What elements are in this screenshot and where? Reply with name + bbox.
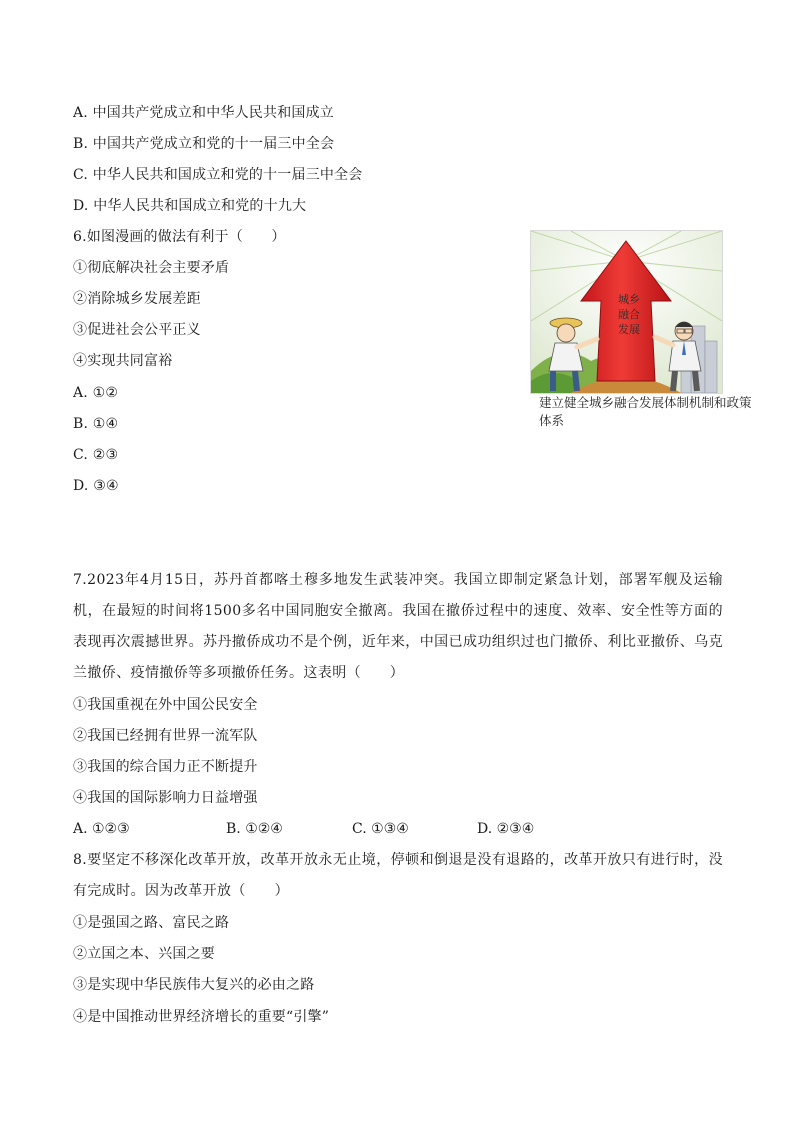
q5-option-c: C. 中华人民共和国成立和党的十一届三中全会 [73, 167, 363, 183]
q7-statement-2: ②我国已经拥有世界一流军队 [73, 728, 258, 744]
q8-statement-1: ①是强国之路、富民之路 [73, 915, 230, 931]
q7-statement-4: ④我国的国际影响力日益增强 [73, 790, 258, 806]
q7-option-d: D. ②③④ [477, 821, 535, 837]
q7-stem: 7.2023年4月15日，苏丹首都喀土穆多地发生武装冲突。我国立即制定紧急计划，部署军舰及运输机，在最短的时间将1500多名中国同胞安全撤离。我国在撤侨过程中的速度、效率、安全性等方面的表现再次震撼世界。苏丹撤侨成功不是个例，近年来，中国已成功组织过也门撤侨、利比亚撤侨、乌克兰撤侨、疫情撤侨等多项撤侨任务。这表明（ ） [73, 572, 723, 681]
q5-option-a: A. 中国共产党成立和中华人民共和国成立 [73, 105, 335, 121]
q7-option-c: C. ①③④ [352, 821, 409, 837]
q5-option-b: B. 中国共产党成立和党的十一届三中全会 [73, 136, 335, 152]
arrow-text-2: 融合 [618, 308, 640, 321]
q7-options-row [73, 819, 723, 839]
arrow-text-1: 城乡 [618, 293, 640, 306]
q8-stem: 8.要坚定不移深化改革开放，改革开放永无止境，停顿和倒退是没有退路的，改革开放只有进行时，没有完成时。因为改革开放（ ） [73, 852, 723, 899]
q7-option-b: B. ①②④ [226, 821, 283, 837]
q6-statement-3: ③促进社会公平正义 [73, 322, 201, 338]
q7-statement-1: ①我国重视在外中国公民安全 [73, 697, 258, 713]
q6-option-c: C. ②③ [73, 447, 119, 463]
q6-statement-4: ④实现共同富裕 [73, 353, 173, 369]
q8-statement-2: ②立国之本、兴国之要 [73, 946, 215, 962]
q6-statement-1: ①彻底解决社会主要矛盾 [73, 260, 230, 276]
q6-option-b: B. ①④ [73, 416, 119, 432]
q8-statement-4: ④是中国推动世界经济增长的重要“引擎” [73, 1009, 330, 1025]
q7-statement-3: ③我国的综合国力正不断提升 [73, 759, 258, 775]
q8-statement-3: ③是实现中华民族伟大复兴的必由之路 [73, 977, 315, 993]
q7-option-a: A. ①②③ [73, 821, 130, 837]
arrow-text-3: 发展 [618, 323, 640, 336]
q6-statement-2: ②消除城乡发展差距 [73, 291, 201, 307]
cartoon-caption: 建立健全城乡融合发展体制机制和政策体系 [539, 395, 752, 428]
q5-option-d: D. 中华人民共和国成立和党的十九大 [73, 198, 307, 214]
cartoon-illustration [531, 231, 722, 393]
q6-option-a: A. ①② [73, 385, 119, 401]
q6-stem: 6.如图漫画的做法有利于（ ） [73, 229, 286, 245]
urban-rural-cartoon [530, 230, 723, 394]
q6-option-d: D. ③④ [73, 478, 119, 494]
